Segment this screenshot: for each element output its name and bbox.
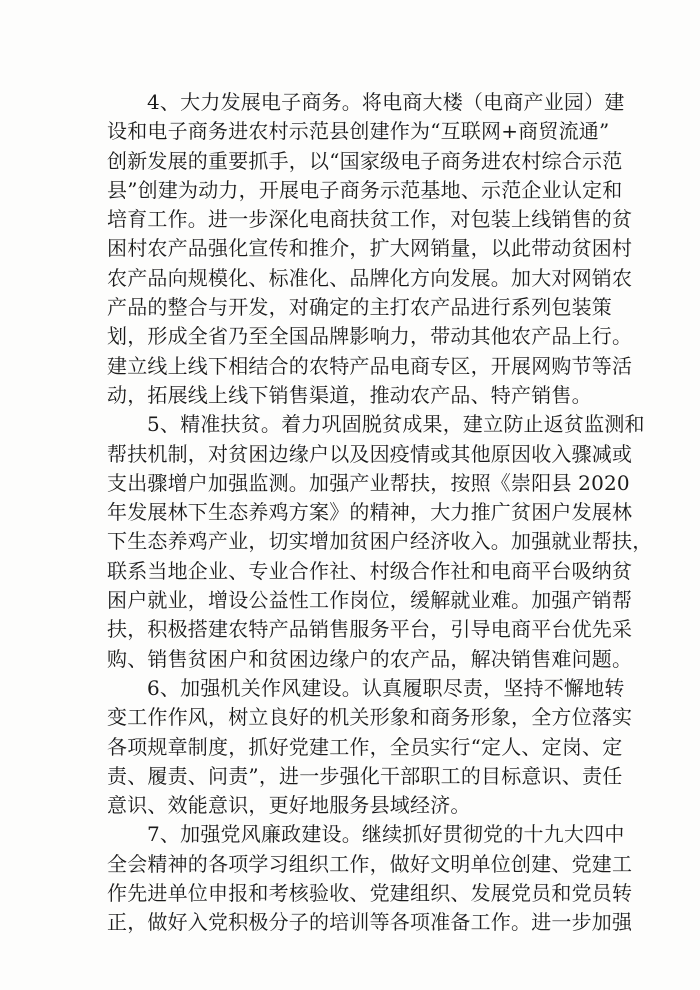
- paragraph-4-line: 建立线上线下相结合的农特产品电商专区，开展网购节等活: [107, 353, 633, 378]
- paragraph-4-line: 困村农产品强化宣传和推介，扩大网销量，以此带动贫困村: [107, 236, 633, 261]
- paragraph-6-line: 各项规章制度，抓好党建工作，全员实行“定人、定岗、定: [107, 734, 623, 759]
- paragraph-7-line: 正，做好入党积极分子的培训等各项准备工作。进一步加强: [107, 910, 633, 935]
- paragraph-4-line: 创新发展的重要抓手，以“国家级电子商务进农村综合示范: [107, 148, 623, 173]
- paragraph-7-line: 7、加强党风廉政建设。继续抓好贯彻党的十九大四中: [147, 822, 625, 847]
- paragraph-4-line: 农产品向规模化、标准化、品牌化方向发展。加大对网销农: [107, 265, 633, 290]
- paragraph-4-line: 产品的整合与开发，对确定的主打农产品进行系列包装策: [107, 295, 612, 320]
- paragraph-5-line: 支出骤增户加强监测。加强产业帮扶，按照《崇阳县 2020: [107, 470, 630, 495]
- paragraph-7-line: 作先进单位申报和考核验收、党建组织、发展党员和党员转: [107, 881, 633, 906]
- paragraph-4-line: 培育工作。进一步深化电商扶贫工作，对包装上线销售的贫: [107, 207, 633, 232]
- paragraph-4-line: 划，形成全省乃至全国品牌影响力，带动其他农产品上行。: [107, 324, 633, 349]
- paragraph-6-line: 意识、效能意识，更好地服务县域经济。: [107, 793, 471, 818]
- paragraph-6-line: 6、加强机关作风建设。认真履职尽责，坚持不懈地转: [147, 675, 625, 700]
- paragraph-5-line: 困户就业，增设公益性工作岗位，缓解就业难。加强产销帮: [107, 588, 633, 613]
- paragraph-5-line: 下生态养鸡产业，切实增加贫困户经济收入。加强就业帮扶，: [107, 529, 653, 554]
- paragraph-4-line: 县”创建为动力，开展电子商务示范基地、示范企业认定和: [107, 177, 623, 202]
- paragraph-5-line: 扶，积极搭建农特产品销售服务平台，引导电商平台优先采: [107, 617, 633, 642]
- paragraph-6-line: 责、履责、问责”，进一步强化干部职工的目标意识、责任: [107, 763, 623, 788]
- paragraph-7-line: 全会精神的各项学习组织工作，做好文明单位创建、党建工: [107, 851, 633, 876]
- paragraph-5-line: 购、销售贫困户和贫困边缘户的农产品，解决销售难问题。: [107, 646, 633, 671]
- paragraph-6-line: 变工作作风，树立良好的机关形象和商务形象，全方位落实: [107, 705, 633, 730]
- paragraph-5-line: 年发展林下生态养鸡方案》的精神，大力推广贫困户发展林: [107, 500, 633, 525]
- paragraph-4-line: 动，拓展线上线下销售渠道，推动农产品、特产销售。: [107, 382, 592, 407]
- document-body: [107, 88, 653, 938]
- paragraph-4-line: 设和电子商务进农村示范县创建作为“互联网+商贸流通”: [107, 119, 610, 144]
- paragraph-5-line: 5、精准扶贫。着力巩固脱贫成果，建立防止返贫监测和: [147, 412, 645, 437]
- paragraph-5-line: 帮扶机制，对贫困边缘户以及因疫情或其他原因收入骤减或: [107, 441, 633, 466]
- paragraph-5-line: 联系当地企业、专业合作社、村级合作社和电商平台吸纳贫: [107, 558, 633, 583]
- paragraph-4-line: 4、大力发展电子商务。将电商大楼（电商产业园）建: [147, 90, 625, 114]
